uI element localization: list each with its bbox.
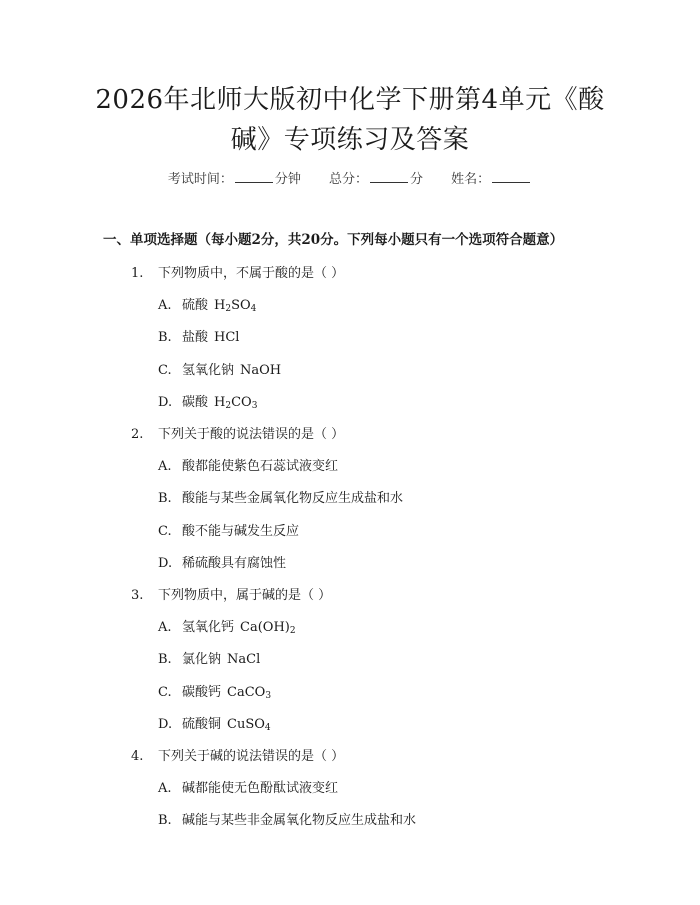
option-letter: C. xyxy=(158,684,172,700)
question-number: 3. xyxy=(131,588,144,603)
score-field xyxy=(329,172,427,187)
option-formula: $H_2SO_4$ xyxy=(214,298,257,315)
option-text: 硫酸铜 xyxy=(182,716,222,732)
question-2-option-d xyxy=(158,552,286,571)
option-letter: C. xyxy=(158,523,172,539)
option-formula: HCl xyxy=(214,330,240,346)
title-line-2: 碱》专项练习及答案 xyxy=(230,125,470,155)
option-text: 氢氧化钠 xyxy=(182,362,235,378)
question-text: 下列物质中，不属于酸的是（ ） xyxy=(158,266,345,281)
score-label: 总分： xyxy=(328,172,368,187)
question-number: 4. xyxy=(131,749,144,764)
section-heading: 一、单项选择题（每小题2分，共20分。下列每小题只有一个选项符合题意） xyxy=(103,232,564,248)
time-unit: 分钟 xyxy=(274,172,301,187)
option-letter: A. xyxy=(158,781,172,797)
option-formula: $Ca(OH)_2$ xyxy=(240,620,296,637)
option-text: 稀硫酸具有腐蚀性 xyxy=(182,555,287,571)
name-label: 姓名： xyxy=(451,172,491,187)
question-4 xyxy=(131,745,344,764)
option-letter: D. xyxy=(158,394,173,410)
option-letter: D. xyxy=(158,555,173,571)
question-number: 1. xyxy=(131,266,144,281)
question-text: 下列关于酸的说法错误的是（ ） xyxy=(158,427,345,442)
question-1-option-d xyxy=(158,391,257,411)
option-text: 酸能与某些金属氧化物反应生成盐和水 xyxy=(182,491,404,507)
question-2-option-a xyxy=(158,455,338,474)
question-text: 下列关于碱的说法错误的是（ ） xyxy=(158,749,345,764)
score-blank xyxy=(370,170,408,183)
title-line-1: 2026年北师大版初中化学下册第4单元《酸 xyxy=(95,85,605,115)
question-4-option-b xyxy=(158,809,416,828)
option-text: 酸都能使紫色石蕊试液变红 xyxy=(182,459,339,475)
option-letter: B. xyxy=(158,330,172,346)
name-blank xyxy=(492,170,530,183)
question-3-option-a xyxy=(158,616,296,636)
option-formula: NaCl xyxy=(227,652,261,668)
question-3-option-b xyxy=(158,648,260,667)
question-1-option-a xyxy=(158,294,256,314)
question-1-option-c xyxy=(158,359,281,378)
score-unit: 分 xyxy=(410,172,424,187)
option-letter: B. xyxy=(158,813,172,829)
option-formula: NaOH xyxy=(240,362,282,378)
question-3-option-d xyxy=(158,713,271,733)
question-4-option-a xyxy=(158,777,338,796)
question-1 xyxy=(131,262,344,281)
exam-meta xyxy=(0,168,700,187)
document-title xyxy=(60,80,640,160)
option-letter: A. xyxy=(158,459,172,475)
option-text: 氯化钠 xyxy=(182,652,222,668)
option-formula: CuSO$_4$ xyxy=(227,716,271,733)
time-blank xyxy=(235,170,273,183)
question-2-option-b xyxy=(158,487,403,506)
question-2-option-c xyxy=(158,520,299,539)
time-field xyxy=(168,172,305,187)
question-text: 下列物质中，属于碱的是（ ） xyxy=(158,588,332,603)
option-letter: C. xyxy=(158,362,172,378)
option-letter: D. xyxy=(158,716,173,732)
option-letter: B. xyxy=(158,652,172,668)
question-number: 2. xyxy=(131,427,144,442)
option-text: 碳酸钙 xyxy=(182,684,222,700)
option-letter: A. xyxy=(158,298,172,314)
option-text: 碳酸 xyxy=(182,394,209,410)
time-label: 考试时间： xyxy=(167,172,233,187)
option-letter: B. xyxy=(158,491,172,507)
option-text: 硫酸 xyxy=(182,298,209,314)
option-text: 盐酸 xyxy=(182,330,209,346)
question-1-option-b xyxy=(158,326,239,345)
option-text: 酸不能与碱发生反应 xyxy=(182,523,300,539)
option-formula: $H_2CO_3$ xyxy=(214,394,258,411)
option-formula: CaCO$_3$ xyxy=(227,684,272,701)
name-field xyxy=(451,172,532,187)
option-text: 碱能与某些非金属氧化物反应生成盐和水 xyxy=(182,813,417,829)
question-2 xyxy=(131,423,344,442)
option-text: 碱都能使无色酚酞试液变红 xyxy=(182,781,339,797)
option-letter: A. xyxy=(158,620,172,636)
question-3-option-c xyxy=(158,681,271,701)
question-3 xyxy=(131,584,331,603)
option-text: 氢氧化钙 xyxy=(182,620,235,636)
